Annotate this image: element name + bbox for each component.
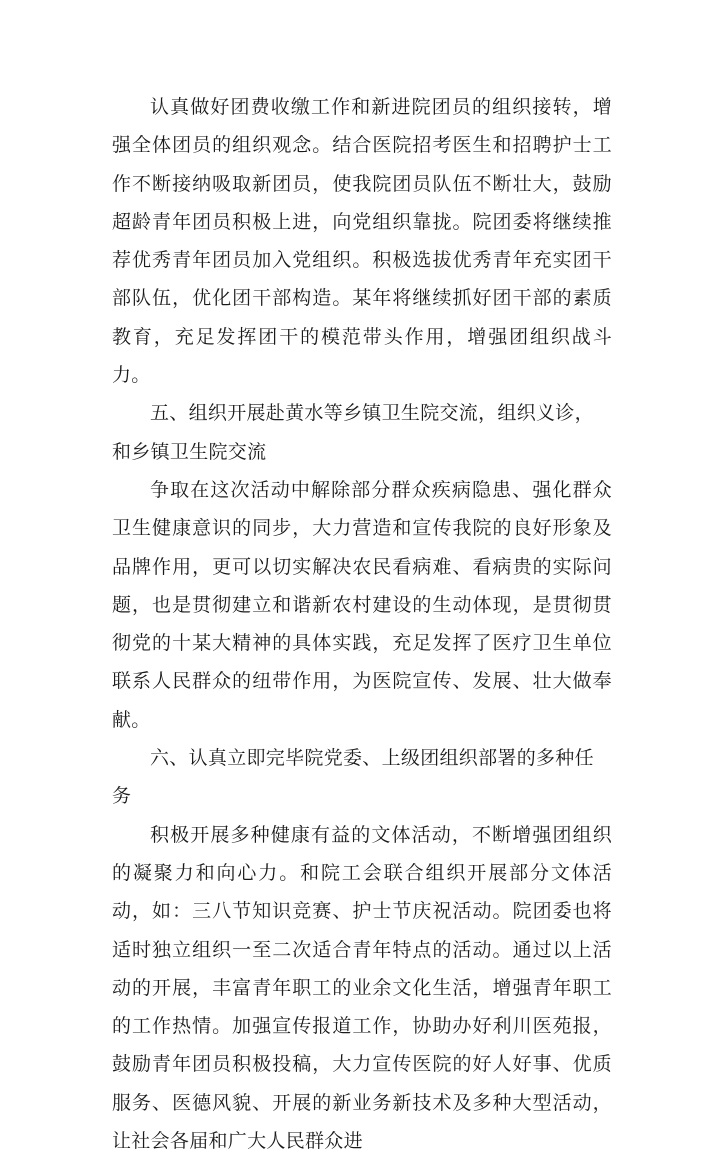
section-heading-five: 五、组织开展赴黄水等乡镇卫生院交流，组织义诊，和乡镇卫生院交流 — [112, 402, 594, 463]
paragraph-cultural-activities: 积极开展多种健康有益的文体活动，不断增强团组织的凝聚力和向心力。和院工会联合组织开展部分文体活动，如：三八节知识竞赛、护士节庆祝活动。院团委也将适时独立组织一至二次适合青年特点的活动。通过以上活动的开展，丰富青年职工的业余文化生活，增强青年职工的工作热情。加强宣传报道工作，协助办好利川医苑报，鼓励青年团员积极投稿，大力宣传医院的好人好事、优质服务、医德风貌、开展的新业务新技术及多种大型活动，让社会各届和广大人民群众进 — [112, 823, 612, 1153]
paragraph-league-dues: 认真做好团费收缴工作和新进院团员的组织接转，增强全体团员的组织观念。结合医院招考医生和招聘护士工作不断接纳吸取新团员，使我院团员队伍不断壮大，鼓励超龄青年团员积极上进，向党组织靠拢。院团委将继续推荐优秀青年团员加入党组织。积极选拔优秀青年充实团干部队伍，优化团干部构造。某年将继续抓好团干部的素质教育，充足发挥团干的模范带头作用，增强团组织战斗力。 — [112, 96, 612, 387]
paragraph-activity-benefits: 争取在这次活动中解除部分群众疾病隐患、强化群众卫生健康意识的同步，大力营造和宣传我院的良好形象及品牌作用，更可以切实解决农民看病难、看病贵的实际问题，也是贯彻建立和谐新农村建设的生动体现，是贯彻贯彻党的十某大精神的具体实践，充足发挥了医疗卫生单位联系人民群众的纽带作用，为医院宣传、发展、壮大做奉献。 — [112, 478, 612, 731]
document-page — [112, 88, 612, 1160]
section-heading-six: 六、认真立即完毕院党委、上级团组织部署的多种任务 — [112, 747, 594, 808]
